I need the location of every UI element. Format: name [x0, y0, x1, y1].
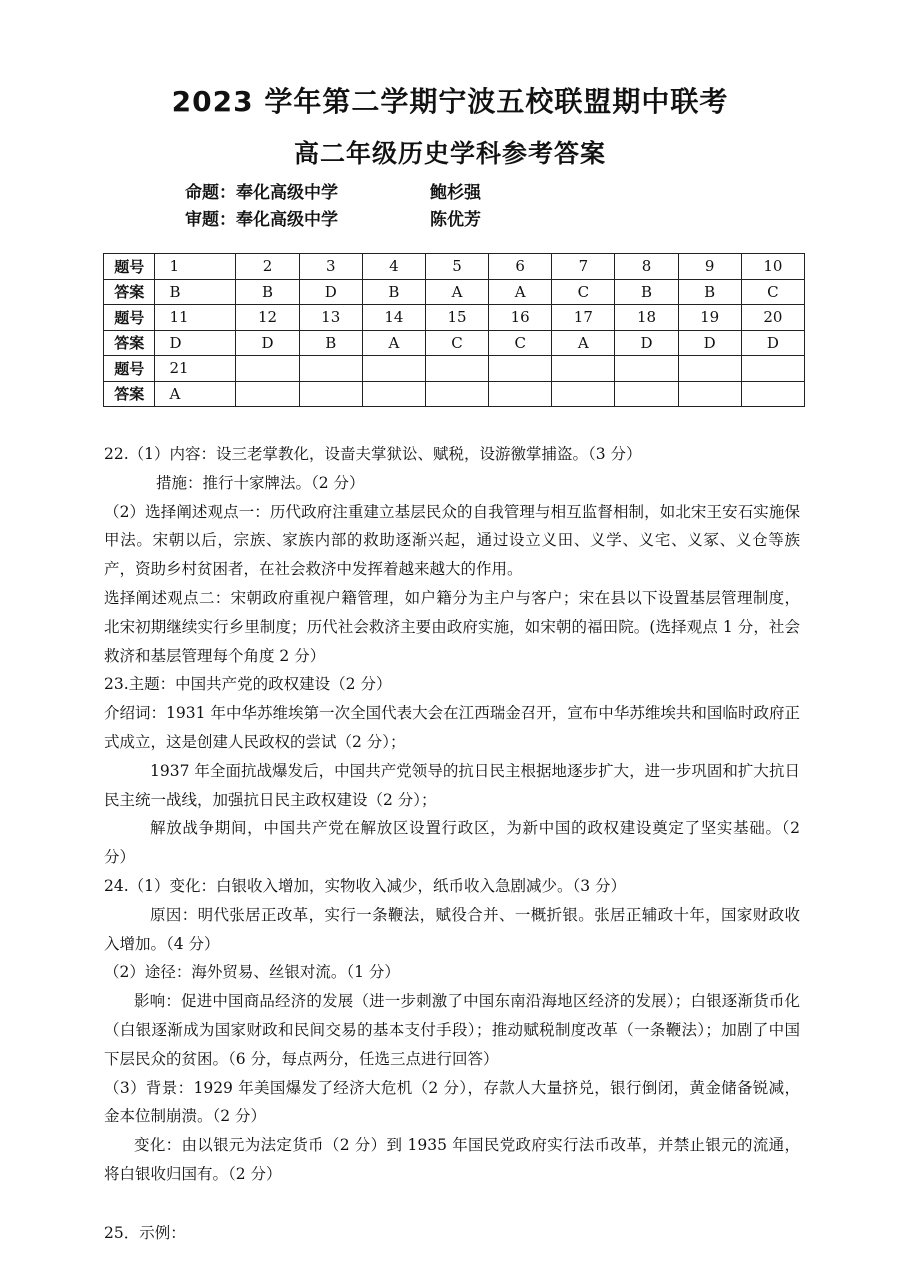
answer-cell: B [362, 279, 425, 305]
question-number: 12 [236, 305, 299, 331]
table-row-question [104, 254, 805, 280]
empty-cell [741, 381, 804, 407]
q23-intro-1937: 1937 年全面抗战爆发后，中国共产党领导的抗日民主根据地逐步扩大，进一步巩固和扩大抗日民主统一战线，加强抗日民主政权建设（2 分）； [104, 761, 800, 809]
empty-cell [425, 381, 488, 407]
question-number: 7 [552, 254, 615, 280]
q24-part1-reason: 原因：明代张居正改革，实行一条鞭法，赋役合并、一概折银。张居正辅政十年，国家财政收入增加。（4 分） [104, 905, 800, 953]
answer-cell: A [425, 279, 488, 305]
question-number: 18 [615, 305, 678, 331]
question-number: 10 [741, 254, 804, 280]
answer-cell: A [155, 381, 236, 407]
exam-title: 2023 学年第二学期宁波五校联盟期中联考 [171, 85, 729, 118]
answer-cell: D [155, 330, 236, 356]
empty-cell [678, 381, 741, 407]
question-number: 14 [362, 305, 425, 331]
question-label: 题号 [104, 305, 155, 331]
question-number: 13 [299, 305, 362, 331]
answer-cell: B [236, 279, 299, 305]
answer-cell: D [741, 330, 804, 356]
exam-subtitle: 高二年级历史学科参考答案 [293, 139, 606, 168]
question-number: 20 [741, 305, 804, 331]
q24-part2-impact: 影响：促进中国商品经济的发展（进一步刺激了中国东南沿海地区经济的发展）；白银逐渐货币化（白银逐渐成为国家财政和民间交易的基本支付手段）；推动赋税制度改革（一条鞭法）；加剧了中国下层民众的贫困。（6 分，每点两分，任选三点进行回答） [104, 992, 800, 1068]
table-row-answer [104, 279, 805, 305]
answer-label: 答案 [104, 279, 155, 305]
empty-cell [552, 356, 615, 382]
question-number: 11 [155, 305, 236, 331]
q23-intro-liberation: 解放战争期间，中国共产党在解放区设置行政区，为新中国的政权建设奠定了坚实基础。（2 分） [104, 819, 800, 867]
question-number: 16 [489, 305, 552, 331]
empty-cell [552, 381, 615, 407]
question-number: 3 [299, 254, 362, 280]
q25-example: 25．示例： [104, 1223, 186, 1242]
question-number: 8 [615, 254, 678, 280]
question-number: 19 [678, 305, 741, 331]
empty-cell [299, 381, 362, 407]
q22-part2-view2: 选择阐述观点二：宋朝政府重视户籍管理，如户籍分为主户与客户；宋在县以下设置基层管理制度，北宋初期继续实行乡里制度；历代社会救济主要由政府实施，如宋朝的福田院。(选择观点 1 分，社会救济和基层管理每个角度 2 分） [104, 588, 800, 665]
answer-label: 答案 [104, 381, 155, 407]
question-number: 6 [489, 254, 552, 280]
empty-cell [741, 356, 804, 382]
question-number: 1 [155, 254, 236, 280]
empty-cell [236, 356, 299, 382]
question-label: 题号 [104, 254, 155, 280]
reviewer-name: 陈优芳 [430, 210, 481, 230]
answer-cell: A [489, 279, 552, 305]
empty-cell [678, 356, 741, 382]
question-label: 题号 [104, 356, 155, 382]
q24-part2-route: （2）途径：海外贸易、丝银对流。（1 分） [104, 963, 400, 982]
setter-name: 鲍杉强 [430, 183, 481, 203]
question-number: 4 [362, 254, 425, 280]
reviewer-line [185, 205, 481, 230]
empty-cell [615, 356, 678, 382]
spacer [104, 1189, 800, 1219]
setter-line [185, 178, 481, 203]
question-number: 17 [552, 305, 615, 331]
q22-part1-measure: 措施：推行十家牌法。（2 分） [156, 473, 365, 492]
q22-part2-view1: （2）选择阐述观点一：历代政府注重建立基层民众的自我管理与相互监督相制，如北宋王安石实施保甲法。宋朝以后，宗族、家族内部的救助逐渐兴起，通过设立义田、义学、义宅、义冢、义仓等族产，资助乡村贫困者，在社会救济中发挥着越来越大的作用。 [104, 502, 800, 579]
answer-cell: D [236, 330, 299, 356]
answer-table [103, 253, 805, 407]
q23-intro-1931: 介绍词：1931 年中华苏维埃第一次全国代表大会在江西瑞金召开，宣布中华苏维埃共和国临时政府正式成立，这是创建人民政权的尝试（2 分）； [104, 704, 800, 751]
answer-cell: A [552, 330, 615, 356]
answer-body [104, 440, 800, 1248]
table-row-answer [104, 381, 805, 407]
table-row-question [104, 356, 805, 382]
answer-cell: B [678, 279, 741, 305]
table-row-answer [104, 330, 805, 356]
empty-cell [615, 381, 678, 407]
empty-cell [362, 356, 425, 382]
q24-part3-change: 变化：由以银元为法定货币（2 分）到 1935 年国民党政府实行法币改革，并禁止银元的流通，将白银收归国有。（2 分） [104, 1136, 800, 1183]
empty-cell [236, 381, 299, 407]
answer-cell: A [362, 330, 425, 356]
answer-cell: C [741, 279, 804, 305]
setter-label: 命题：奉化高级中学 [185, 183, 338, 203]
answer-cell: B [155, 279, 236, 305]
answer-cell: D [299, 279, 362, 305]
q24-part1-change: 24.（1）变化：白银收入增加，实物收入减少，纸币收入急剧减少。（3 分） [104, 876, 627, 895]
question-number: 21 [155, 356, 236, 382]
question-number: 5 [425, 254, 488, 280]
answer-cell: C [552, 279, 615, 305]
question-number: 15 [425, 305, 488, 331]
reviewer-label: 审题：奉化高级中学 [185, 210, 338, 230]
question-number: 2 [236, 254, 299, 280]
question-number: 9 [678, 254, 741, 280]
answer-cell: B [299, 330, 362, 356]
empty-cell [362, 381, 425, 407]
q22-part1-content: 22.（1）内容：设三老掌教化，设啬夫掌狱讼、赋税，设游徼掌捕盗。（3 分） [104, 445, 642, 463]
q24-part3-background: （3）背景：1929 年美国爆发了经济大危机（2 分），存款人大量挤兑，银行倒闭，黄金储备锐减，金本位制崩溃。（2 分） [104, 1078, 800, 1126]
empty-cell [489, 356, 552, 382]
table-row-question [104, 305, 805, 331]
empty-cell [425, 356, 488, 382]
q23-theme: 23.主题：中国共产党的政权建设（2 分） [104, 675, 392, 694]
answer-cell: B [615, 279, 678, 305]
answer-cell: D [615, 330, 678, 356]
answer-label: 答案 [104, 330, 155, 356]
answer-cell: D [678, 330, 741, 356]
empty-cell [489, 381, 552, 407]
empty-cell [299, 356, 362, 382]
answer-cell: C [489, 330, 552, 356]
answer-cell: C [425, 330, 488, 356]
